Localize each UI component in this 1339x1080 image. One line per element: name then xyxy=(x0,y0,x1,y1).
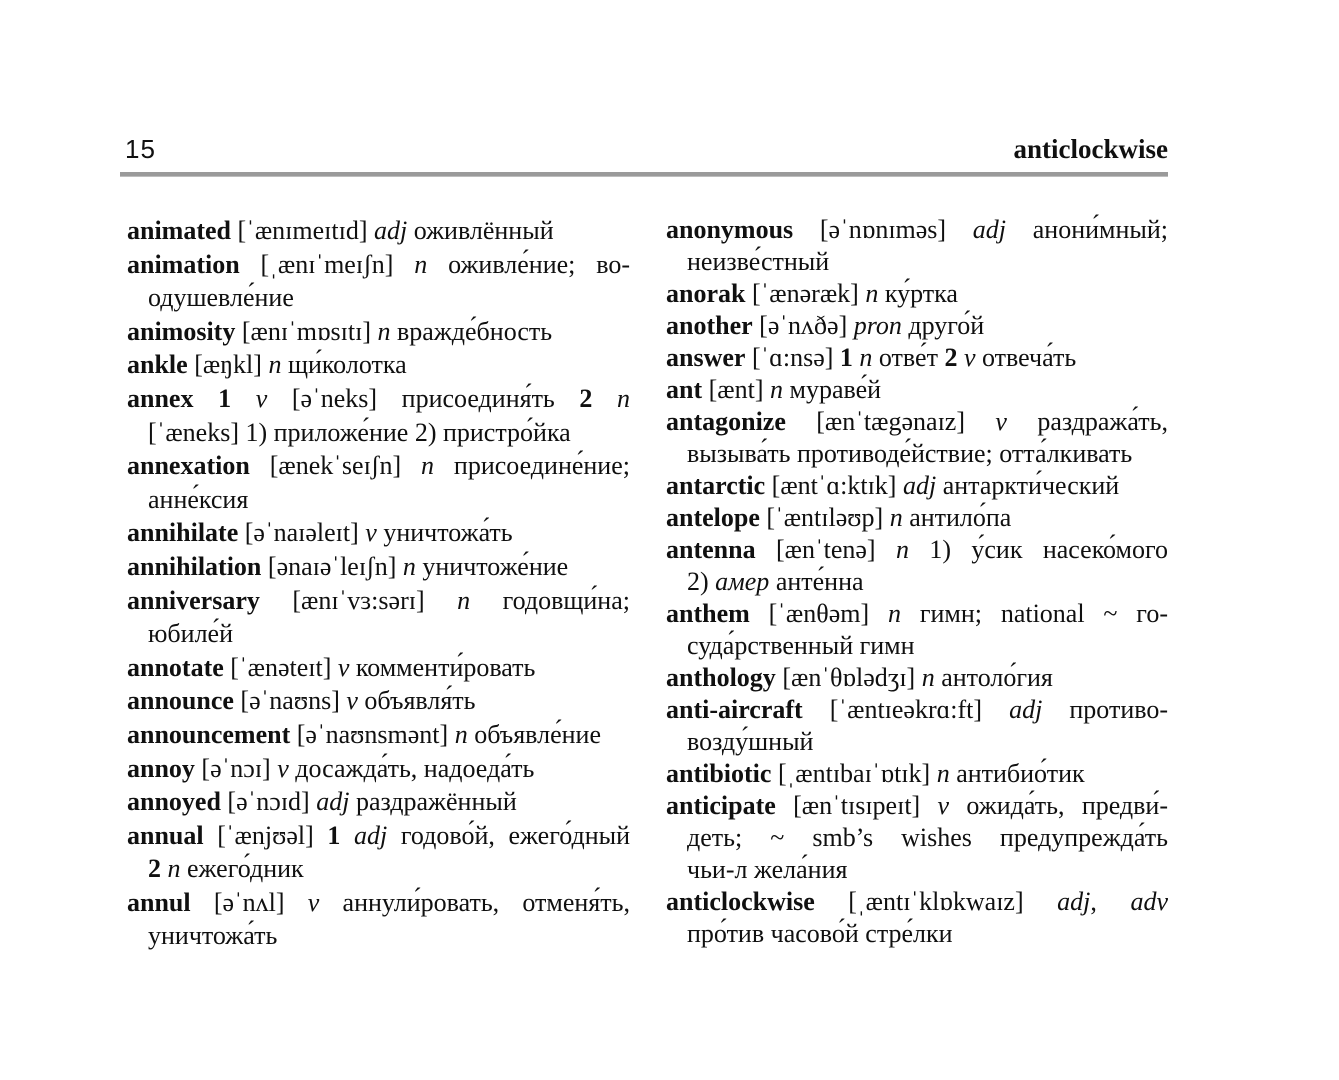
entry-line: animated [ˈænɪmeɪtɪd] adj оживлённый xyxy=(127,216,554,245)
entry-line: annex 1 v [əˈneks] присоединя́ть 2 n xyxy=(127,383,630,413)
entry-line: another [əˈnʌðə] pron друго́й xyxy=(666,311,985,340)
entry-line: annoyed [əˈnɔɪd] adj раздражённый xyxy=(127,787,517,817)
entry-line: ant [ænt] n мураве́й xyxy=(666,375,882,404)
dictionary-entry-annihilate xyxy=(127,516,630,550)
entry-line: announce [əˈnaʊns] v объявля́ть xyxy=(127,686,476,716)
dictionary-entry-anticipate xyxy=(666,790,1168,886)
dictionary-entry-another xyxy=(666,310,1168,342)
entry-line: anthem [ˈænθəm] n гимн; national ~ го- xyxy=(666,599,1168,628)
entry-line: возду́шный xyxy=(687,727,814,756)
entry-line: anticlockwise [ˌæntɪˈklɒkwaɪz] adj, adv xyxy=(666,887,1168,916)
dictionary-entry-animosity xyxy=(127,315,630,349)
dictionary-entry-anticlockwise xyxy=(666,886,1168,950)
dictionary-entry-annual xyxy=(127,819,630,886)
entry-line: про́тив часово́й стре́лки xyxy=(687,919,953,948)
entry-line: antarctic [æntˈɑ:ktɪk] adj антаркти́ческий xyxy=(666,471,1120,500)
dictionary-entry-ankle xyxy=(127,348,630,382)
dictionary-entry-annul xyxy=(127,886,630,953)
entry-line: antelope [ˈæntɪləʊp] n антило́па xyxy=(666,503,1012,532)
dictionary-entry-answer xyxy=(666,342,1168,374)
dictionary-entry-antelope xyxy=(666,502,1168,534)
entry-line: неизве́стный xyxy=(687,247,830,276)
entry-line: announcement [əˈnaʊnsmənt] n объявле́ние xyxy=(127,719,601,749)
dictionary-entry-annotate xyxy=(127,651,630,685)
page-number: 15 xyxy=(125,134,156,164)
dictionary-entry-antarctic xyxy=(666,470,1168,502)
dictionary-entry-anorak xyxy=(666,278,1168,310)
entry-line: вызыва́ть противоде́йствие; отта́лкивать xyxy=(687,439,1133,468)
entry-line: 2) амер анте́нна xyxy=(687,567,864,596)
entry-line: деть; ~ smb’s wishes предупрежда́ть xyxy=(687,823,1168,852)
entry-line: anthology [ænˈθɒlədʒɪ] n антоло́гия xyxy=(666,663,1053,692)
dictionary-entry-annex xyxy=(127,382,630,449)
dictionary-entry-antenna xyxy=(666,534,1168,598)
entry-line: annual [ˈænjʊəl] 1 adj годово́й, ежего́дный xyxy=(127,820,630,850)
entry-line: antagonize [ænˈtægənaɪz] v раздража́ть, xyxy=(666,407,1168,436)
entry-line: anorak [ˈænəræk] n ку́ртка xyxy=(666,279,958,308)
entry-line: anonymous [əˈnɒnɪməs] adj анони́мный; xyxy=(666,215,1168,244)
dictionary-columns xyxy=(127,214,1168,953)
entry-line: анне́ксия xyxy=(148,484,249,514)
page-header xyxy=(125,134,1168,165)
entry-line: суда́рственный гимн xyxy=(687,631,915,660)
dictionary-entry-animated xyxy=(127,214,630,248)
entry-line: [ˈæneks] 1) приложе́ние 2) пристро́йка xyxy=(148,417,571,447)
dictionary-entry-annoyed xyxy=(127,785,630,819)
dictionary-entry-anniversary xyxy=(127,584,630,651)
entry-line: annul [əˈnʌl] v аннули́ровать, отменя́ть, xyxy=(127,887,630,917)
dictionary-entry-ant xyxy=(666,374,1168,406)
entry-line: annoy [əˈnɔɪ] v досажда́ть, надоеда́ть xyxy=(127,753,535,783)
dictionary-entry-anthem xyxy=(666,598,1168,662)
entry-line: answer [ˈɑ:nsə] 1 n отве́т 2 v отвеча́ть xyxy=(666,343,1077,372)
entry-line: anniversary [ænɪˈvɜ:sərɪ] n годовщи́на; xyxy=(127,585,630,615)
dictionary-entry-antagonize xyxy=(666,406,1168,470)
entry-line: annihilation [ənaɪəˈleɪʃn] n уничтоже́ние xyxy=(127,551,569,581)
entry-line: уничтожа́ть xyxy=(148,921,278,951)
column-left xyxy=(127,214,630,953)
dictionary-entry-annihilation xyxy=(127,550,630,584)
entry-line: annexation [ænekˈseɪʃn] n присоедине́ние; xyxy=(127,451,630,481)
dictionary-entry-annexation xyxy=(127,449,630,516)
entry-line: anticipate [ænˈtɪsɪpeɪt] v ожида́ть, предви́- xyxy=(666,791,1168,820)
entry-line: одушевле́ние xyxy=(148,283,294,313)
entry-line: annihilate [əˈnaɪəleɪt] v уничтожа́ть xyxy=(127,518,513,548)
dictionary-entry-anti-aircraft xyxy=(666,694,1168,758)
header-rule xyxy=(120,172,1168,177)
entry-line: 2 n ежего́дник xyxy=(148,854,304,884)
entry-line: animation [ˌænɪˈmeɪʃn] n оживле́ние; во- xyxy=(127,249,630,279)
entry-line: antenna [ænˈtenə] n 1) у́сик насеко́мого xyxy=(666,535,1168,564)
dictionary-entry-animation xyxy=(127,248,630,315)
dictionary-entry-anonymous xyxy=(666,214,1168,278)
dictionary-entry-announcement xyxy=(127,718,630,752)
dictionary-entry-antibiotic xyxy=(666,758,1168,790)
entry-line: чьи-л жела́ния xyxy=(687,855,848,884)
entry-line: annotate [ˈænəteɪt] v комменти́ровать xyxy=(127,652,536,682)
entry-line: anti-aircraft [ˈæntɪeəkrɑ:ft] adj противо- xyxy=(666,695,1168,724)
guide-word: anticlockwise xyxy=(1013,134,1168,164)
entry-line: antibiotic [ˌæntɪbaɪˈɒtɪk] n антибио́тик xyxy=(666,759,1085,788)
entry-line: юбиле́й xyxy=(148,619,233,649)
dictionary-entry-anthology xyxy=(666,662,1168,694)
entry-line: animosity [ænɪˈmɒsɪtɪ] n вражде́бность xyxy=(127,316,553,346)
entry-line: ankle [æŋkl] n щи́колотка xyxy=(127,350,407,380)
column-right xyxy=(666,214,1168,950)
dictionary-entry-annoy xyxy=(127,752,630,786)
dictionary-entry-announce xyxy=(127,684,630,718)
